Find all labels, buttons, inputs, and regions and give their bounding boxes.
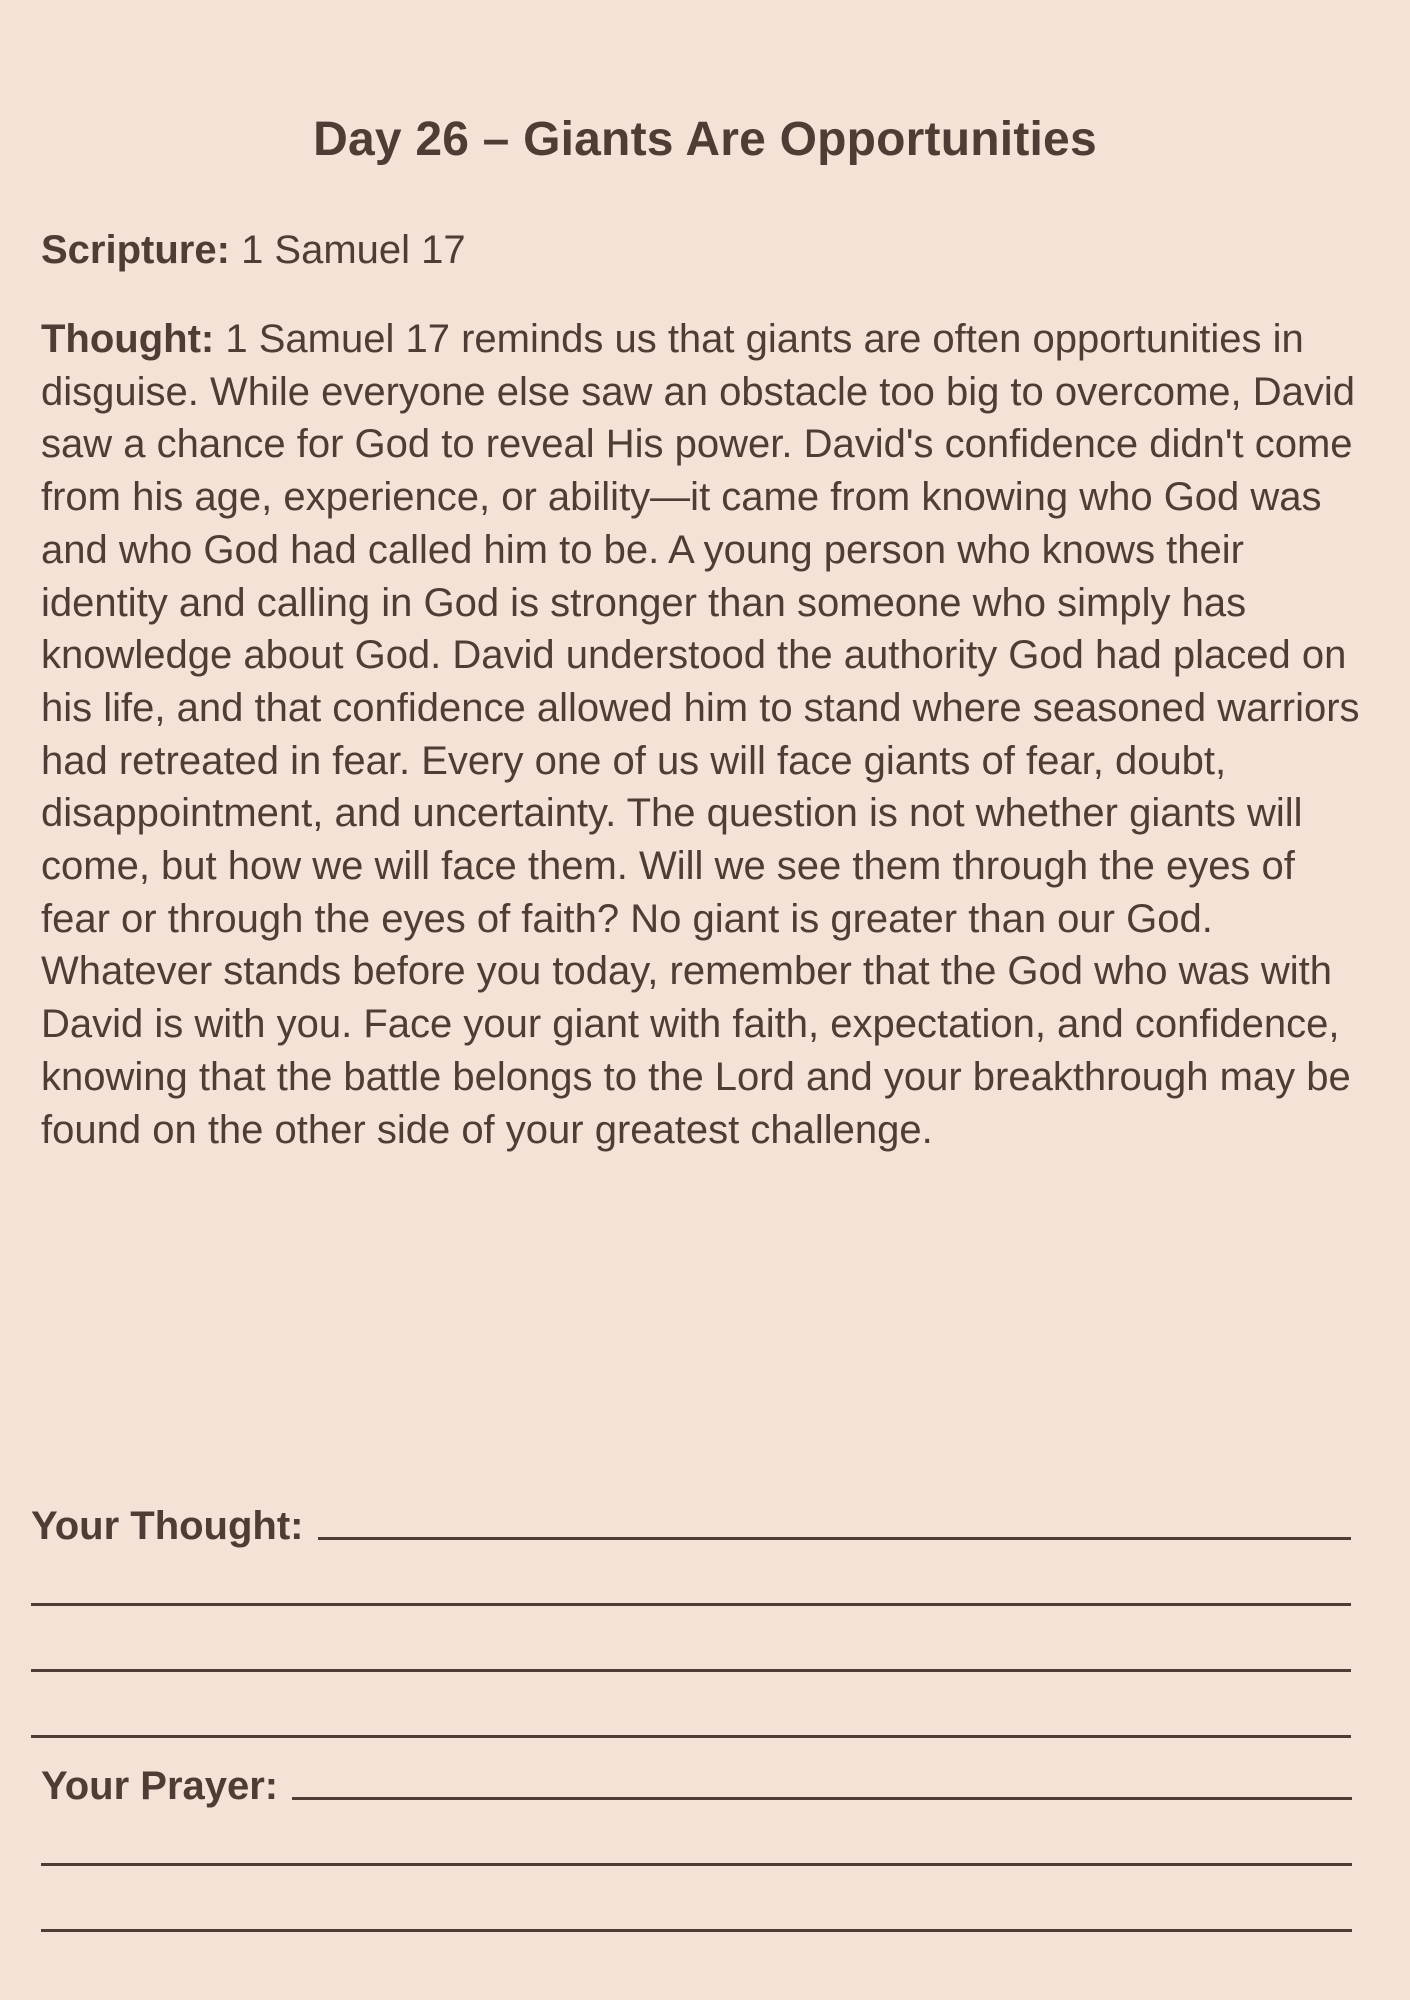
your-thought-section xyxy=(31,1480,1351,1744)
your-prayer-row-2 xyxy=(41,1806,1352,1872)
your-thought-row-3 xyxy=(31,1612,1351,1678)
your-prayer-label: Your Prayer: xyxy=(41,1764,279,1808)
scripture-line xyxy=(41,222,466,278)
your-thought-row-1 xyxy=(31,1480,1351,1546)
your-thought-blank-line[interactable] xyxy=(31,1603,1351,1606)
your-prayer-row-3 xyxy=(41,1872,1352,1938)
your-prayer-row-1 xyxy=(41,1740,1352,1806)
thought-paragraph xyxy=(41,313,1371,1156)
scripture-label: Scripture: xyxy=(41,228,230,272)
your-prayer-blank-line[interactable] xyxy=(292,1797,1352,1800)
your-prayer-blank-line[interactable] xyxy=(41,1929,1352,1932)
your-thought-blank-line[interactable] xyxy=(31,1735,1351,1738)
your-prayer-blank-line[interactable] xyxy=(41,1863,1352,1866)
your-thought-blank-line[interactable] xyxy=(31,1669,1351,1672)
scripture-reference: 1 Samuel 17 xyxy=(241,228,466,272)
your-prayer-section xyxy=(41,1740,1352,1938)
page-title: Day 26 – Giants Are Opportunities xyxy=(313,113,1097,166)
your-thought-row-2 xyxy=(31,1546,1351,1612)
thought-label: Thought: xyxy=(41,317,215,361)
thought-text: 1 Samuel 17 reminds us that giants are often opportunities in disguise. While everyone else saw an obstacle too big to overcome, David saw a chance for God to reveal His power. David's confidence didn't come from his age, experience, or ability—it came from knowing who God was and who God had called him to be. A young person who knows their identity and calling in God is stronger than someone who simply has knowledge about God. David understood the authority God had placed on his life, and that confidence allowed him to stand where seasoned warriors had retreated in fear. Every one of us will face giants of fear, doubt, disappointment, and uncertainty. The question is not whether giants will come, but how we will face them. Will we see them through the eyes of fear or through the eyes of faith? No giant is greater than our God. Whatever stands before you today, remember that the God who was with David is with you. Face your giant with faith, expectation, and confidence, knowing that the battle belongs to the Lord and your breakthrough may be found on the other side of your greatest challenge. xyxy=(41,317,1360,1152)
your-thought-row-4 xyxy=(31,1678,1351,1744)
your-thought-blank-line[interactable] xyxy=(318,1537,1352,1540)
your-thought-label: Your Thought: xyxy=(31,1504,304,1548)
